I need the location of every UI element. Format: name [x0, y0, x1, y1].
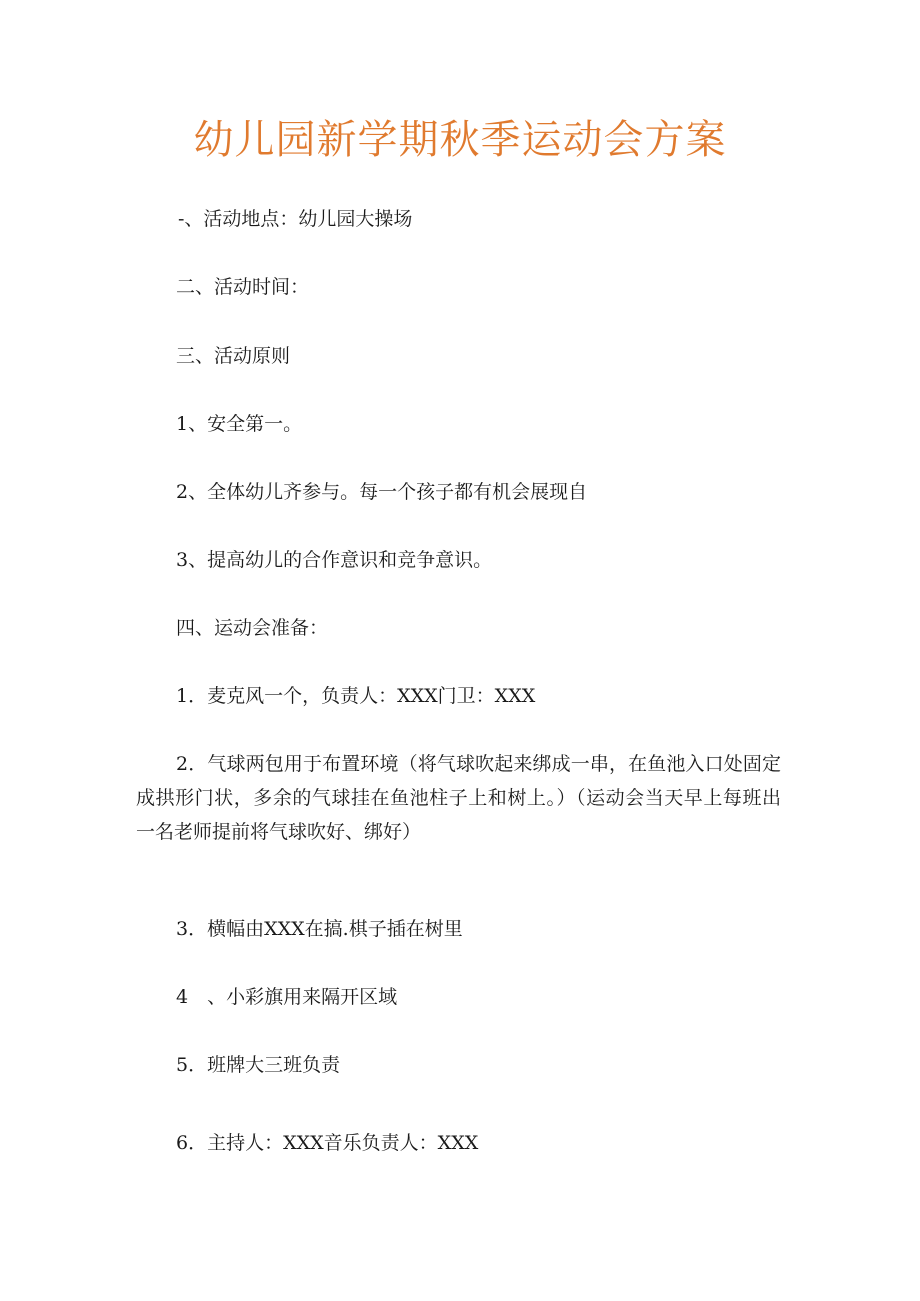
prep-item-6: 6．主持人：XXX音乐负责人：XXX: [176, 1132, 479, 1154]
principle-item-2: 2、全体幼儿齐参与。每一个孩子都有机会展现自: [176, 481, 588, 503]
prep-item-1: 1．麦克风一个，负责人：XXX门卫：XXX: [176, 685, 536, 707]
prep-item-3: 3．横幅由XXX在搞.棋子插在树里: [176, 918, 463, 940]
section-preparation: 四、运动会准备：: [176, 617, 329, 639]
section-time: 二、活动时间：: [176, 276, 310, 298]
prep-item-5: 5．班牌大三班负责: [176, 1054, 341, 1076]
prep-item-4: 4 、小彩旗用来隔开区域: [176, 986, 398, 1008]
document-title: 幼儿园新学期秋季运动会方案: [193, 117, 727, 163]
principle-item-3: 3、提高幼儿的合作意识和竞争意识。: [176, 549, 493, 571]
section-principles: 三、活动原则: [176, 345, 291, 367]
principle-item-1: 1、安全第一。: [176, 413, 303, 435]
prep-item-2: 2．气球两包用于布置环境（将气球吹起来绑成一串，在鱼池入口处固定成拱形门状，多余的气球挂在鱼池柱子上和树上。）（运动会当天早上每班出一名老师提前将气球吹好、绑好）: [136, 753, 781, 843]
section-location: -、活动地点：幼儿园大操场: [178, 208, 413, 230]
